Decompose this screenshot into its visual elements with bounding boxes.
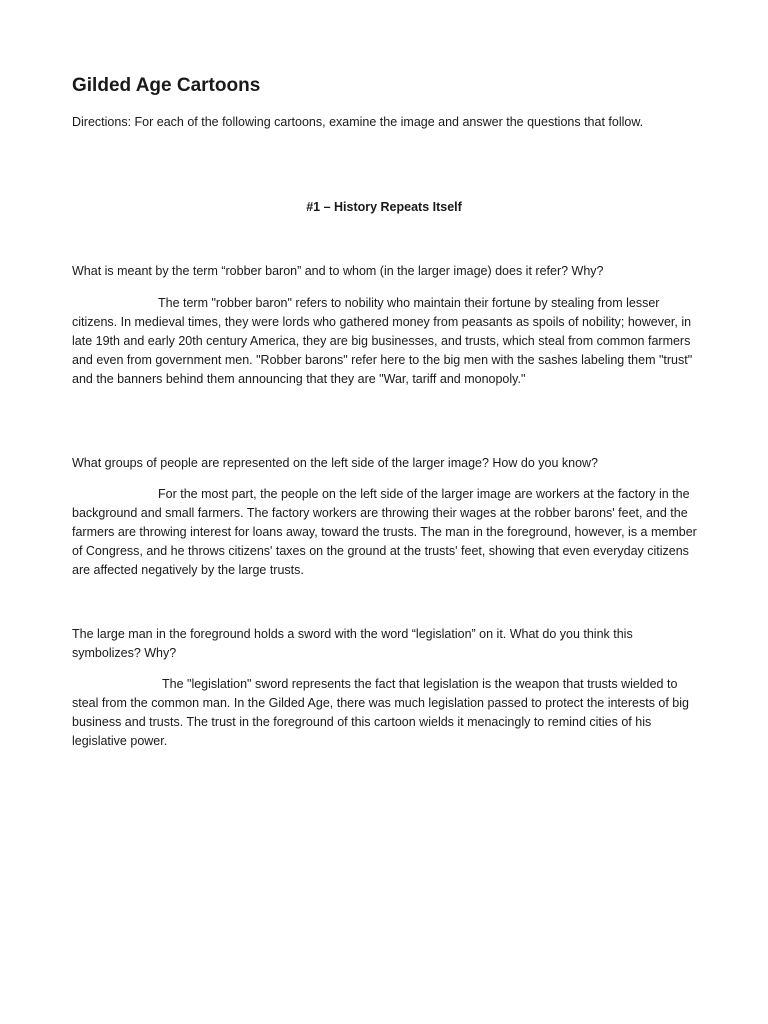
question-1: What is meant by the term “robber baron” and to whom (in the larger image) does it refer? Why? — [72, 264, 604, 278]
directions-text: Directions: For each of the following cartoons, examine the image and answer the questions that follow. — [72, 115, 644, 129]
question-3: The large man in the foreground holds a sword with the word “legislation” on it. What do you think this symbolizes? Why? — [72, 627, 633, 660]
answer-1: The term "robber baron" refers to nobility who maintain their fortune by stealing from lesser citizens. In medieval times, they were lords who gathered money from peasants as spoils of nobility; however, in late 19th and early 20th century America, they are big businesses, and trusts, which steal from common farmers and even from government men. "Robber barons" refer here to the big men with the sashes labeling them "trust" and the banners behind them announcing that they are "War, tariff and monopoly." — [72, 296, 693, 386]
answer-2: For the most part, the people on the left side of the larger image are workers at the factory in the background and small farmers. The factory workers are throwing their wages at the robber barons' feet, and the farmers are throwing interest for loans away, toward the trusts. The man in the foreground, however, is a member of Congress, and he throws citizens' taxes on the ground at the trusts' feet, showing that even everyday citizens are affected negatively by the large trusts. — [72, 487, 697, 577]
section-heading: #1 – History Repeats Itself — [306, 200, 462, 214]
answer-3: The "legislation" sword represents the fact that legislation is the weapon that trusts wielded to steal from the common man. In the Gilded Age, there was much legislation passed to protect the interests of big business and trusts. The trust in the foreground of this cartoon wields it menacingly to remind cities of his legislative power. — [72, 677, 689, 748]
page-title: Gilded Age Cartoons — [72, 75, 261, 96]
question-2: What groups of people are represented on the left side of the larger image? How do you know? — [72, 456, 599, 470]
